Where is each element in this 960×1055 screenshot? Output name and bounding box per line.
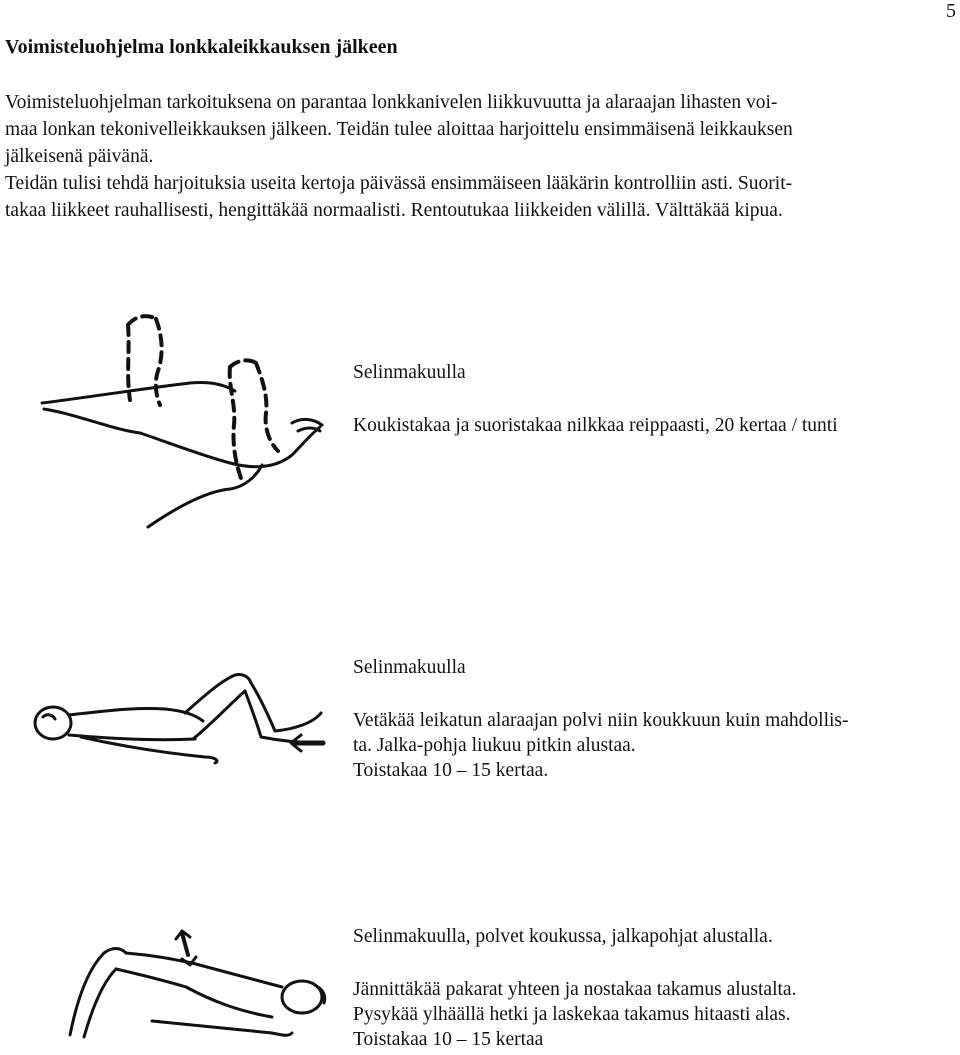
heel-slide-illustration (25, 665, 335, 775)
exercise-1 (353, 360, 838, 438)
exercise-instruction: Toistakaa 10 – 15 kertaa (353, 1029, 544, 1050)
exercise-position: Selinmakuulla (353, 657, 466, 678)
document-title: Voimisteluohjelma lonkkaleikkauksen jälkeen (5, 36, 398, 58)
exercise-instruction: Jännittäkää pakarat yhteen ja nostakaa takamus alustalta. (353, 979, 797, 1000)
exercise-instruction: ta. Jalka-pohja liukuu pitkin alustaa. (353, 735, 636, 756)
exercise-position: Selinmakuulla (353, 362, 466, 383)
exercise-instruction: Vetäkää leikatun alaraajan polvi niin koukkuun kuin mahdollis- (353, 710, 849, 731)
exercise-2 (353, 655, 849, 783)
exercise-position: Selinmakuulla, polvet koukussa, jalkapohjat alustalla. (353, 926, 773, 947)
intro-line: jälkeisenä päivänä. (5, 146, 154, 167)
intro-text (5, 89, 953, 224)
ankle-pump-illustration (30, 305, 340, 535)
intro-line: Teidän tulisi tehdä harjoituksia useita kertoja päivässä ensimmäiseen lääkärin kontrolliin asti. Suorit- (5, 173, 793, 194)
bridge-illustration (62, 925, 352, 1050)
intro-line: maa lonkan tekonivelleikkauksen jälkeen. Teidän tulee aloittaa harjoittelu ensimmäisenä leikkauksen (5, 119, 793, 140)
exercise-instruction: Pysykää ylhäällä hetki ja laskekaa takamus hitaasti alas. (353, 1004, 791, 1025)
exercise-3 (353, 924, 796, 1052)
intro-line: Voimisteluohjelman tarkoituksena on parantaa lonkkanivelen liikkuvuutta ja alaraajan lihasten voi- (5, 92, 778, 113)
exercise-instruction: Toistakaa 10 – 15 kertaa. (353, 760, 549, 781)
exercise-instruction: Koukistakaa ja suoristakaa nilkkaa reippaasti, 20 kertaa / tunti (353, 415, 838, 436)
page-number: 5 (946, 0, 956, 22)
intro-line: takaa liikkeet rauhallisesti, hengittäkää normaalisti. Rentoutukaa liikkeiden välillä. Välttäkää kipua. (5, 200, 783, 221)
